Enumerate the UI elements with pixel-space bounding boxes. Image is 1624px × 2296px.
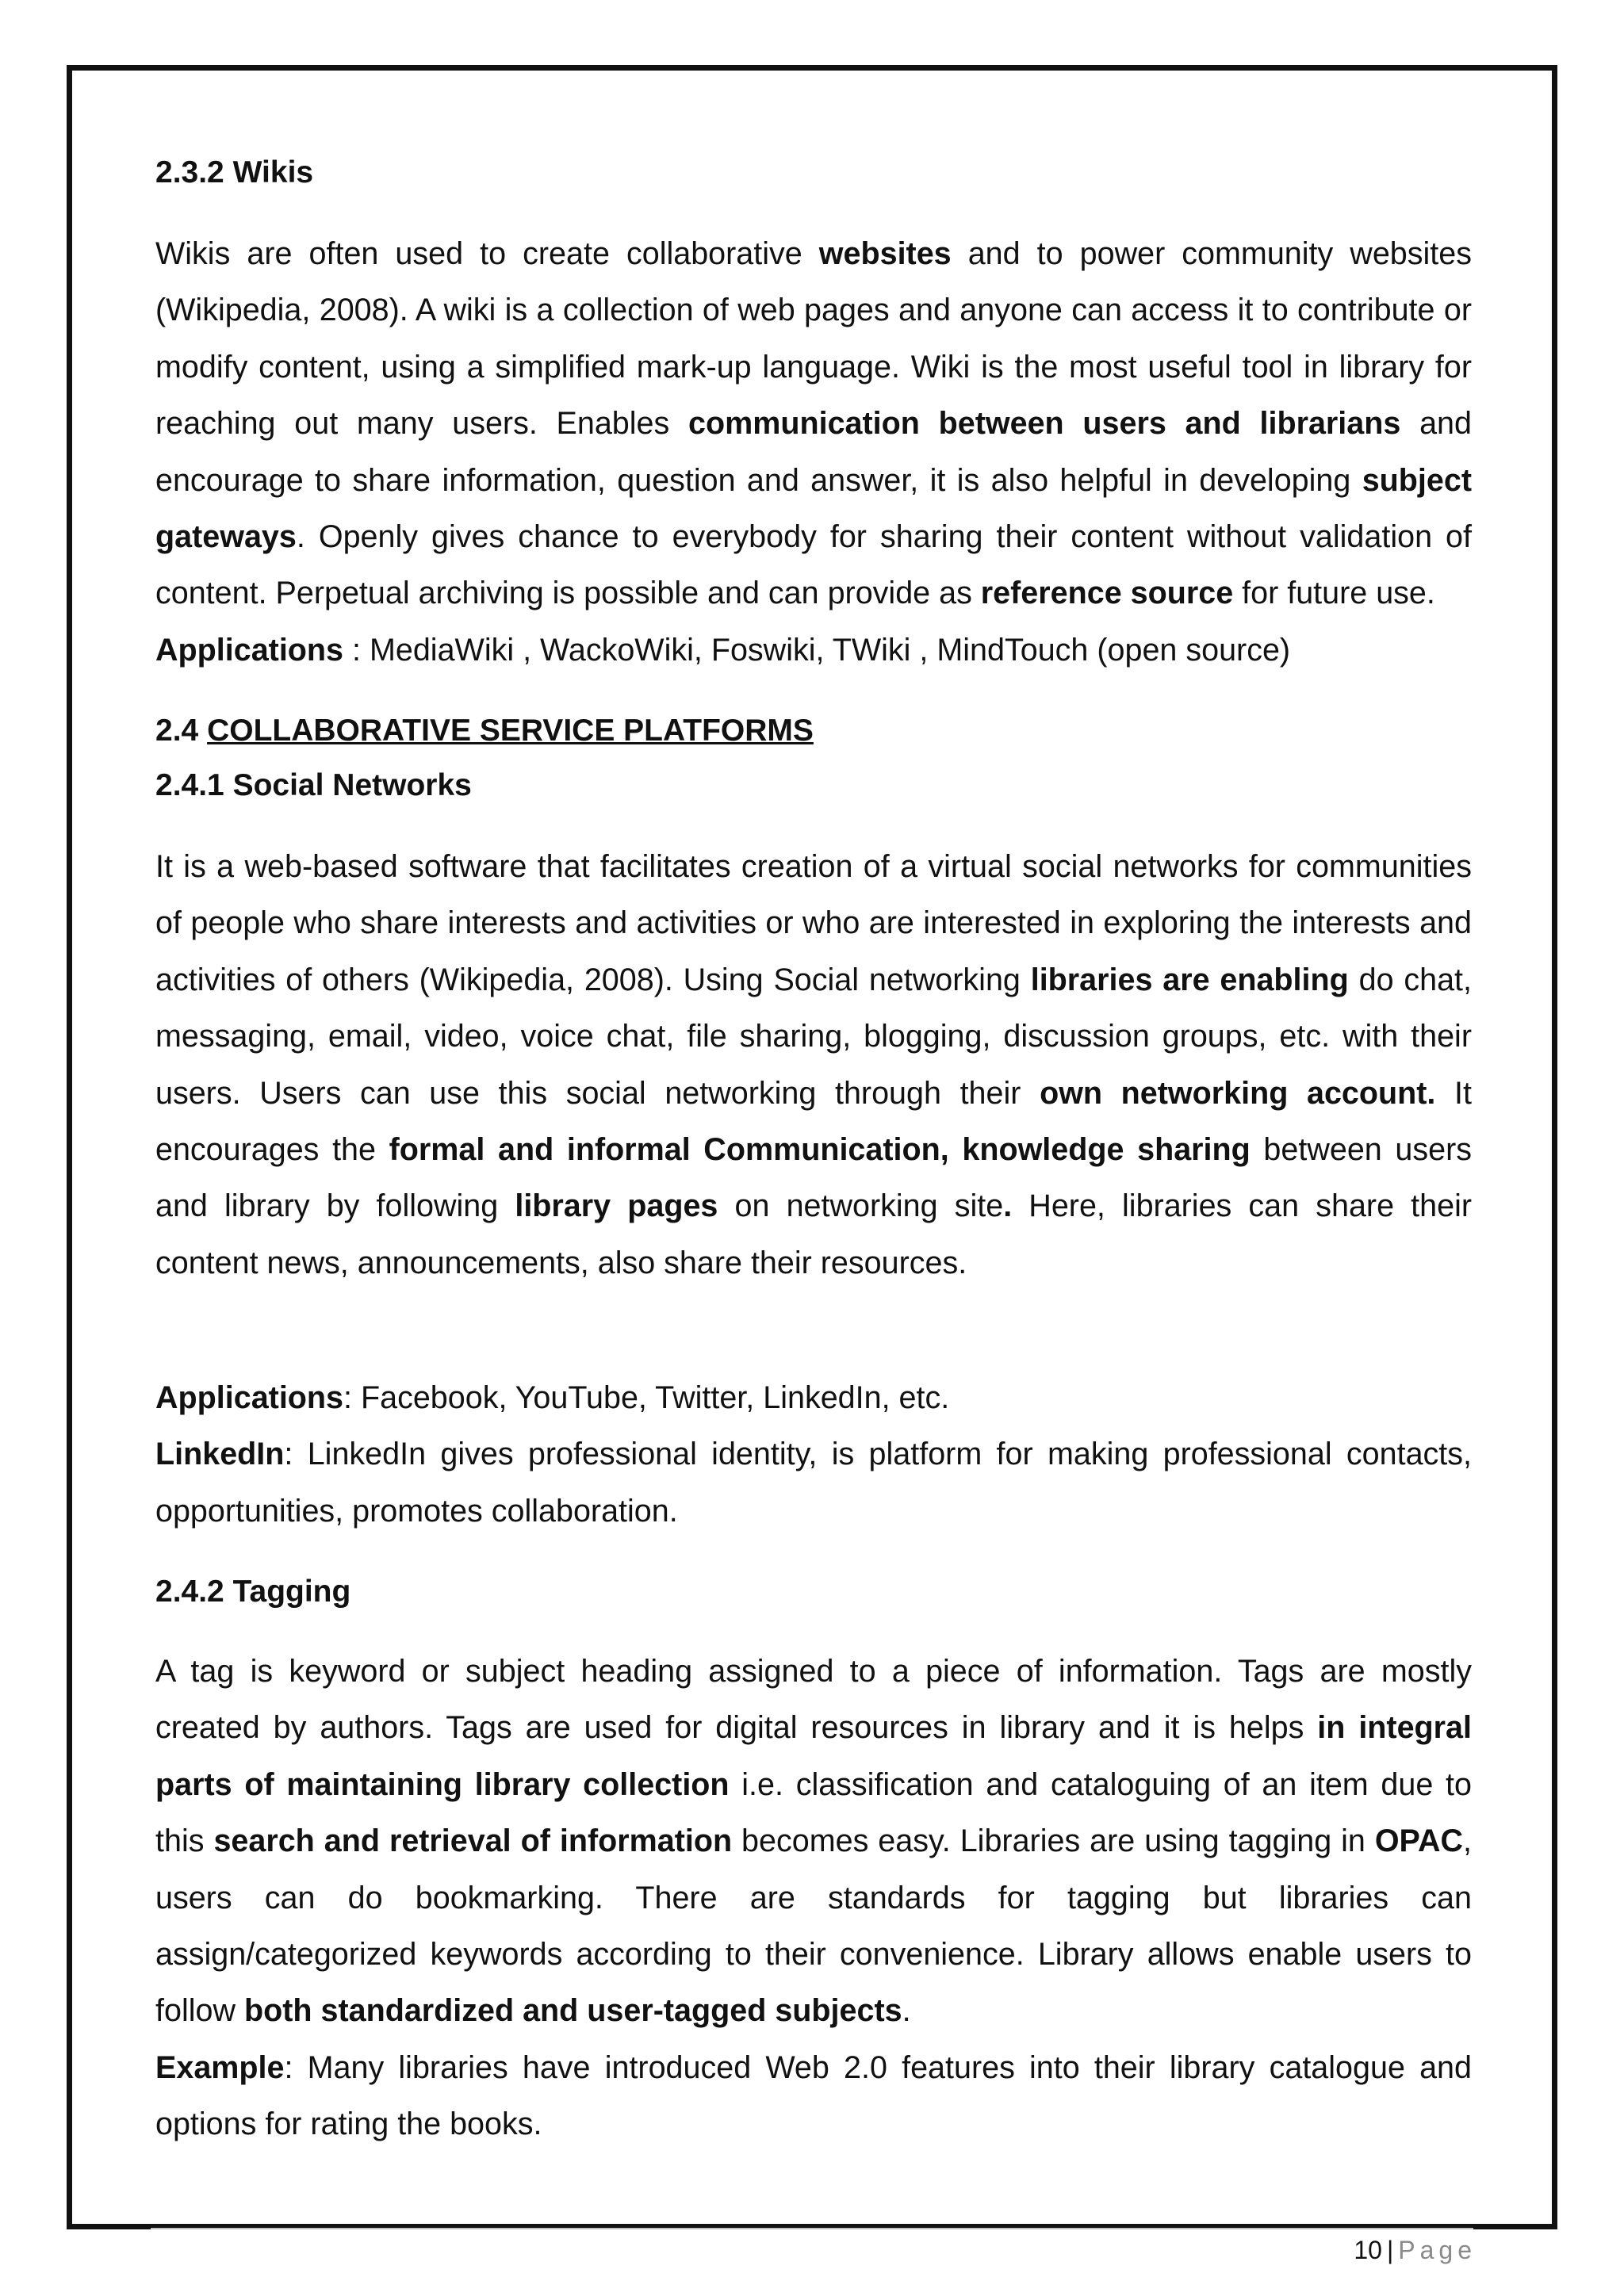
paragraph-social-applications: Applications: Facebook, YouTube, Twitter, LinkedIn, etc. LinkedIn: LinkedIn gives professional identity, is platform for making professional contacts, opportunities, promotes collaboration. [155, 1380, 1472, 1529]
page-number: 10 | Page [1354, 2236, 1477, 2264]
section-heading-social-networks: 2.4.1 Social Networks [155, 768, 472, 802]
section-heading-wikis: 2.3.2 Wikis [155, 155, 314, 189]
paragraph-wikis: Wikis are often used to create collaborative websites and to power community websites (Wikipedia, 2008). A wiki is a collection of web pages and anyone can access it to contribute or modify content, using a simplified mark-up language. Wiki is the most useful tool in library for reaching out many users. Enables communication between users and librarians and encourage to share information, question and answer, it is also helpful in developing subject gateways. Openly gives chance to everybody for sharing their content without validation of content. Perpetual archiving is possible and can provide as reference source for future use. Applications : MediaWiki , WackoWiki, Foswiki, TWiki , MindTouch (open source) [155, 236, 1472, 668]
footer-divider [151, 2228, 1473, 2229]
applications-label: Applications [155, 632, 344, 668]
section-heading-collaborative-platforms: 2.4 COLLABORATIVE SERVICE PLATFORMS [155, 714, 814, 748]
paragraph-social-networks: It is a web-based software that facilitates creation of a virtual social networks for communities of people who share interests and activities or who are interested in exploring the interests and activities of others (Wikipedia, 2008). Using Social networking libraries are enabling do chat, messaging, email, video, voice chat, file sharing, blogging, discussion groups, etc. with their users. Users can use this social networking through their own networking account. It encourages the formal and informal Communication, knowledge sharing between users and library by following library pages on networking site. Here, libraries can share their content news, announcements, also share their resources. [155, 849, 1472, 1280]
section-heading-tagging: 2.4.2 Tagging [155, 1575, 351, 1609]
paragraph-tagging: A tag is keyword or subject heading assigned to a piece of information. Tags are mostly created by authors. Tags are used for digital resources in library and it is helps in integral parts of maintaining library collection i.e. classification and cataloguing of an item due to this search and retrieval of information becomes easy. Libraries are using tagging in OPAC, users can do bookmarking. There are standards for tagging but libraries can assign/categorized keywords according to their convenience. Library allows enable users to follow both standardized and user-tagged subjects. Example: Many libraries have introduced Web 2.0 features into their library catalogue and options for rating the books. [155, 1654, 1473, 2142]
